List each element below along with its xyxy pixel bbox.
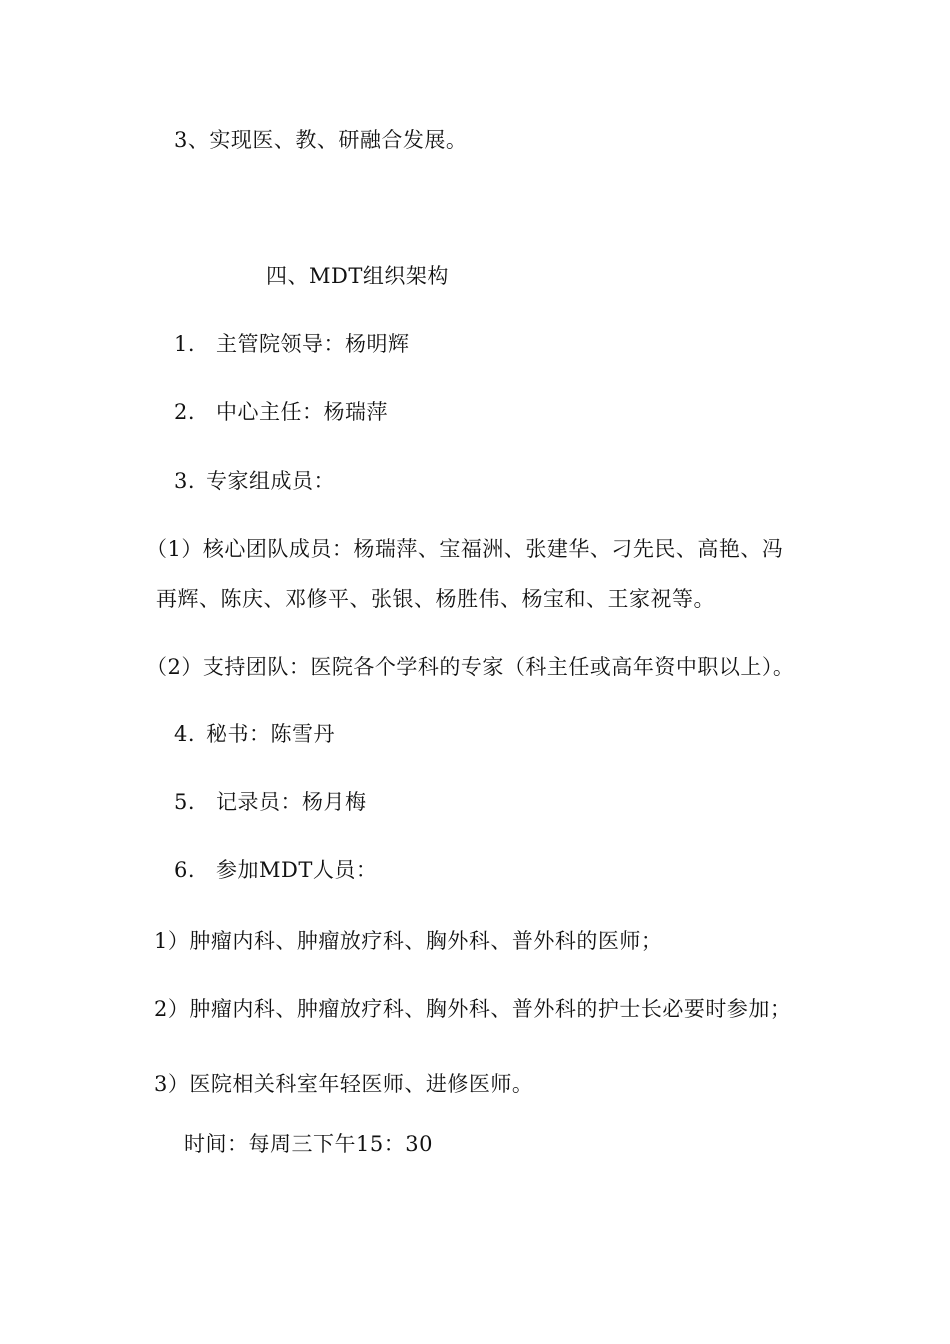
org-item-5 <box>174 788 367 816</box>
participant-item-3: 3）医院相关科室年轻医师、进修医师。 <box>154 1072 534 1096</box>
org-item-4-number: 4. <box>174 722 196 746</box>
org-item-3 <box>174 467 335 495</box>
participant-item-1: 1）肿瘤内科、肿瘤放疗科、胸外科、普外科的医师； <box>154 929 663 953</box>
org-item-3-number: 3. <box>174 469 196 493</box>
org-item-2-text: 中心主任：杨瑞萍 <box>216 400 388 424</box>
core-team-line-2: 再辉、陈庆、邓修平、张银、杨胜伟、杨宝和、王家祝等。 <box>156 587 715 611</box>
org-item-1-number: 1. <box>174 332 196 356</box>
org-item-3-text: 专家组成员： <box>206 469 335 493</box>
support-team-line: （2）支持团队：医院各个学科的专家（科主任或高年资中职以上）。 <box>146 655 795 679</box>
section-heading-org-structure: 四、MDT组织架构 <box>266 264 449 288</box>
org-item-2-number: 2. <box>174 400 196 424</box>
goal-item-3: 3、实现医、教、研融合发展。 <box>174 128 468 152</box>
org-item-4-text: 秘书：陈雪丹 <box>206 722 335 746</box>
org-item-1-text: 主管院领导：杨明辉 <box>216 332 410 356</box>
org-item-1 <box>174 330 410 358</box>
org-item-6-text: 参加MDT人员： <box>216 858 378 882</box>
org-item-4 <box>174 720 335 748</box>
org-item-2 <box>174 398 388 426</box>
org-item-5-number: 5. <box>174 790 196 814</box>
participant-item-2: 2）肿瘤内科、肿瘤放疗科、胸外科、普外科的护士长必要时参加； <box>154 997 792 1021</box>
org-item-6-number: 6. <box>174 858 196 882</box>
org-item-6 <box>174 856 377 884</box>
org-item-5-text: 记录员：杨月梅 <box>216 790 367 814</box>
meeting-time: 时间：每周三下午15：30 <box>184 1132 433 1156</box>
core-team-line-1: （1）核心团队成员：杨瑞萍、宝福洲、张建华、刁先民、高艳、冯 <box>146 537 784 561</box>
